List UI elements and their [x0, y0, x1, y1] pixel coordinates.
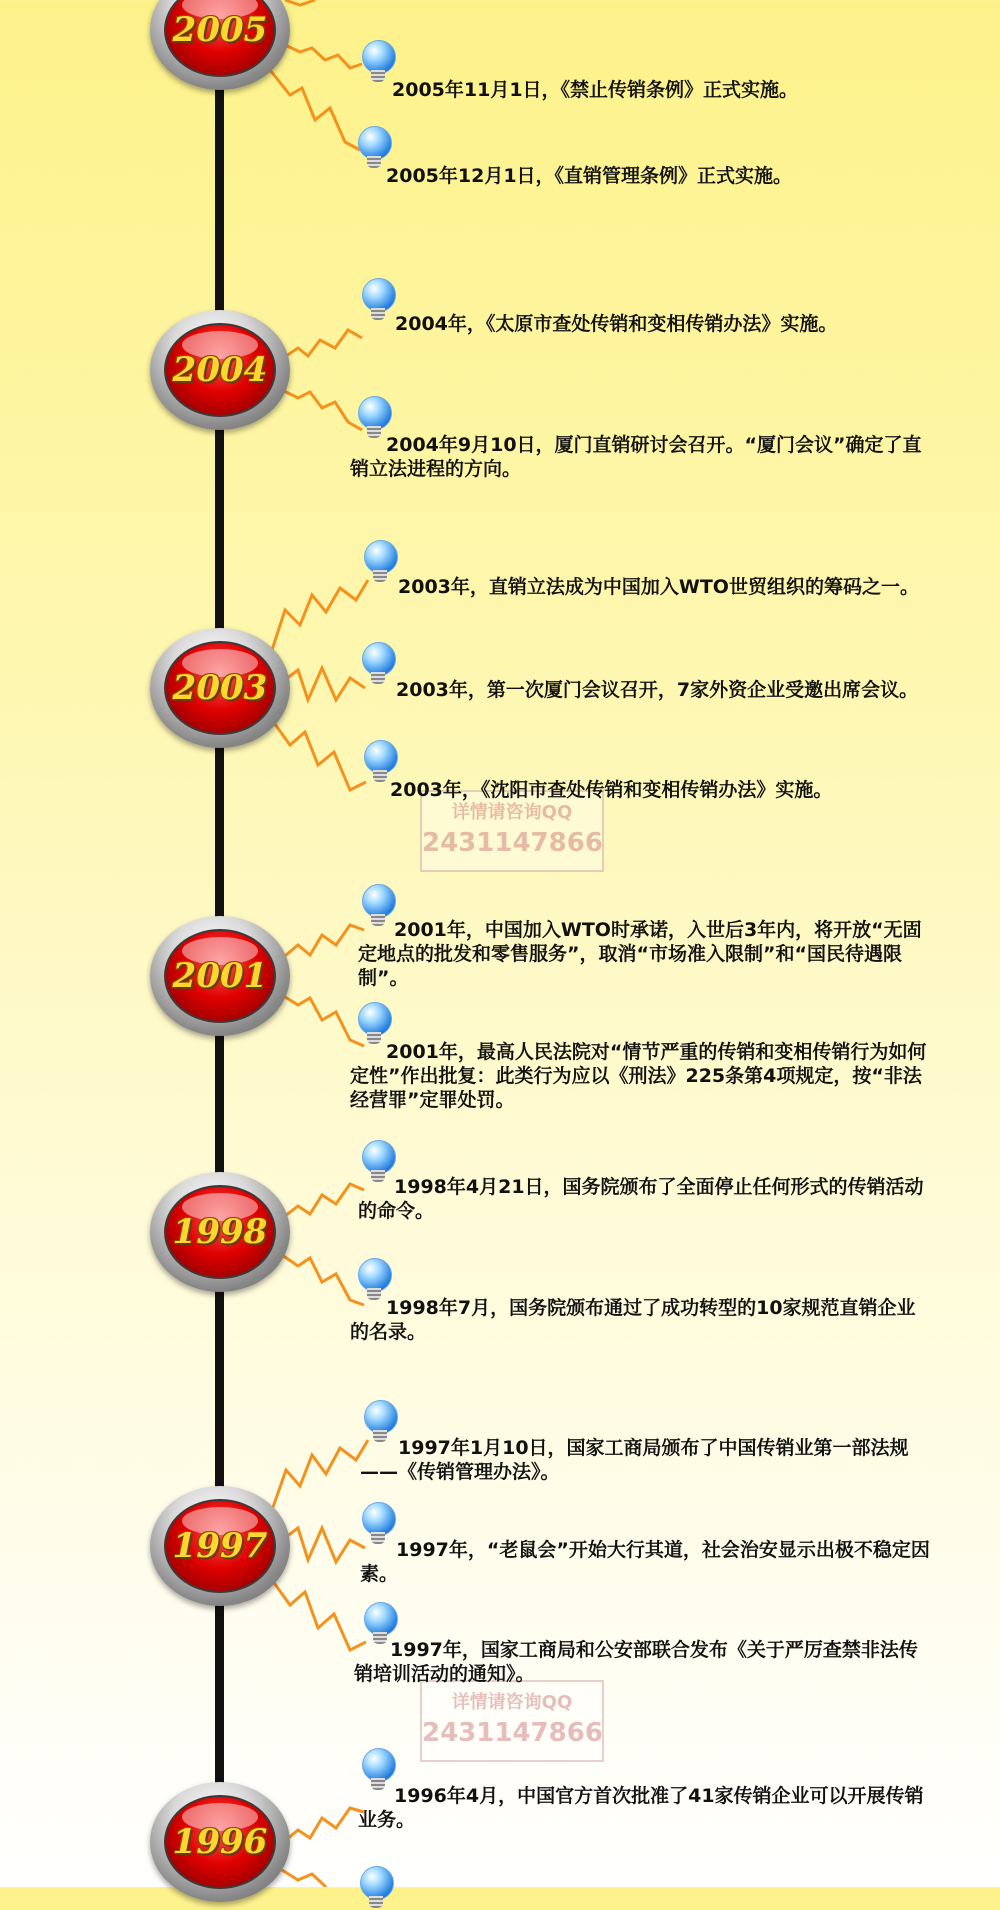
- bulb-icon: [364, 540, 396, 584]
- year-badge-1996: [150, 1782, 290, 1902]
- timeline-item: 1998年4月21日，国务院颁布了全面停止任何形式的传销活动的命令。: [358, 1176, 924, 1222]
- timeline-item: 1997年1月10日，国家工商局颁布了中国传销业第一部法规——《传销管理办法》。: [360, 1437, 909, 1483]
- bulb-icon: [362, 40, 394, 84]
- year-badge-2001: [150, 916, 290, 1036]
- timeline-item: 1997年，“老鼠会”开始大行其道，社会治安显示出极不稳定因素。: [360, 1539, 930, 1585]
- timeline-item: 2003年，直销立法成为中国加入WTO世贸组织的筹码之一。: [398, 576, 919, 598]
- bulb-icon: [360, 1866, 392, 1910]
- watermark-line1: 详情请咨询QQ: [451, 802, 573, 823]
- year-badge-2005: [150, 0, 290, 90]
- year-label: 2005: [172, 10, 268, 50]
- zigzag-connector: [282, 995, 364, 1046]
- zigzag-connector: [280, 925, 364, 960]
- year-label: 2004: [172, 350, 268, 390]
- watermark-line2: 2431147866: [422, 1718, 603, 1748]
- zigzag-connector: [280, 1184, 364, 1220]
- timeline-item: 2001年，中国加入WTO时承诺，入世后3年内，将开放“无固定地点的批发和零售服务”，取消“市场准入限制”和“国民待遇限制”。: [358, 919, 922, 989]
- zigzag-connector: [285, 45, 362, 68]
- timeline-item: 2005年11月1日，《禁止传销条例》正式实施。: [392, 79, 799, 101]
- timeline-item: 2005年12月1日，《直销管理条例》正式实施。: [386, 165, 793, 187]
- timeline-item: 2004年，《太原市查处传销和变相传销办法》实施。: [395, 313, 838, 335]
- year-label: 1998: [172, 1212, 268, 1252]
- bulb-icon: [362, 642, 394, 686]
- year-label: 2003: [172, 668, 268, 708]
- year-label: 1996: [172, 1822, 268, 1862]
- watermark: [420, 790, 604, 872]
- zigzag-connector: [282, 668, 365, 700]
- watermark-line2: 2431147866: [422, 828, 603, 858]
- watermark: [420, 1680, 604, 1762]
- zigzag-connector: [282, 390, 362, 430]
- year-badge-2004: [150, 310, 290, 430]
- year-label: 2001: [172, 956, 268, 996]
- timeline-item: 1997年，国家工商局和公安部联合发布《关于严厉查禁非法传销培训活动的通知》。: [354, 1639, 918, 1685]
- timeline-item: 2004年9月10日，厦门直销研讨会召开。“厦门会议”确定了直销立法进程的方向。: [350, 434, 922, 480]
- timeline-item: 1996年4月，中国官方首次批准了41家传销企业可以开展传销业务。: [358, 1785, 924, 1831]
- year-badge-1998: [150, 1172, 290, 1292]
- year-badge-2003: [150, 628, 290, 748]
- timeline-item: 2001年，最高人民法院对“情节严重的传销和变相传销行为如何定性”作出批复：此类行为应以《刑法》225条第4项规定，按“非法经营罪”定罪处罚。: [350, 1041, 927, 1111]
- year-label: 1997: [172, 1526, 268, 1566]
- zigzag-connector: [282, 1528, 365, 1562]
- zigzag-connector: [280, 1808, 364, 1845]
- timeline-item: 1998年7月，国务院颁布通过了成功转型的10家规范直销企业的名录。: [350, 1297, 916, 1343]
- bulb-icon: [362, 278, 394, 322]
- timeline-item: 2003年，第一次厦门会议召开，7家外资企业受邀出席会议。: [396, 679, 919, 701]
- year-badge-1997: [150, 1486, 290, 1606]
- timeline-item: 2003年，《沈阳市查处传销和变相传销办法》实施。: [390, 779, 833, 801]
- watermark-line1: 详情请咨询QQ: [451, 1692, 573, 1713]
- zigzag-connector: [280, 330, 362, 360]
